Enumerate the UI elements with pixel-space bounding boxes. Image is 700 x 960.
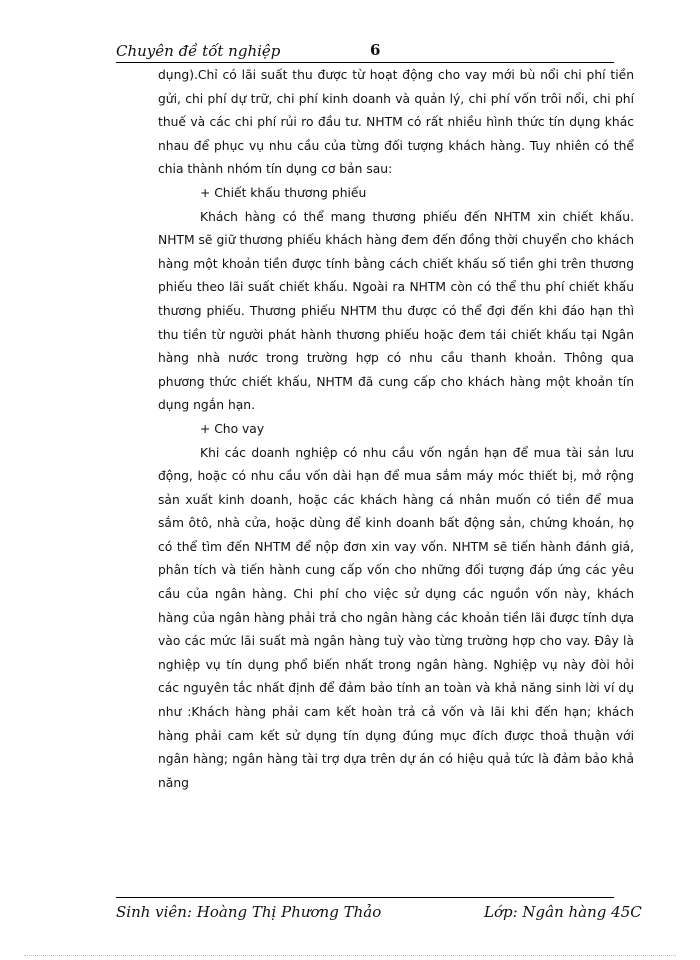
section-heading-loan: + Cho vay [200, 421, 265, 436]
page-number: 6 [370, 41, 381, 59]
footer-student: Sinh viên: Hoàng Thị Phương Thảo [116, 903, 382, 921]
paragraph-loan: Khi các doanh nghiệp có nhu cầu vốn ngắn hạn để mua tài sản lưu động, hoặc có nhu cầu vốn dài hạn để mua sắm máy móc thiết bị, mở rộng sản xuất kinh doanh, hoặc các khách hàng cá nhân muốn có tiền để mua sắm ôtô, nhà cửa, hoặc dùng để kinh doanh bất động sản, chứng khoán, họ có thể tìm đến NHTM để nộp đơn xin vay vốn. NHTM sẽ tiến hành đánh giá, phân tích và tiến hành cung cấp vốn cho những đối tượng đáp ứng các yêu cầu của ngân hàng. Chi phí cho việc sử dụng các nguồn vốn này, khách hàng của ngân hàng phải trả cho ngân hàng các khoản tiền lãi được tính dựa vào các mức lãi suất mà ngân hàng tuỳ vào từng trường hợp cho vay. Đây là nghiệp vụ tín dụng phổ biến nhất trong ngân hàng. Nghiệp vụ này đòi hỏi các nguyên tắc nhất định để đảm bảo tính an toàn và khả năng sinh lời ví dụ như :Khách hàng phải cam kết hoàn trả cả vốn và lãi khi đến hạn; khách hàng phải cam kết sử dụng tín dụng đúng mục đích được thoả thuận với ngân hàng; ngân hàng tài trợ dựa trên dự án có hiệu quả tức là đảm bảo khả năng [158, 445, 634, 790]
body-text [158, 64, 634, 795]
footer-divider [116, 897, 614, 898]
paragraph-intro: dụng).Chỉ có lãi suất thu được từ hoạt động cho vay mới bù nổi chi phí tiền gửi, chi phí dự trữ, chi phí kinh doanh và quản lý, chi phí vốn trôi nổi, chi phí thuế và các chi phí rủi ro đầu tư. NHTM có rất nhiều hình thức tín dụng khác nhau để phục vụ nhu cầu của từng đối tượng khách hàng. Tuy nhiên có thể chia thành nhóm tín dụng cơ bản sau: [158, 68, 634, 177]
section-heading-discount: + Chiết khấu thương phiếu [200, 185, 367, 200]
page-header [116, 42, 616, 64]
page-edge-divider [24, 955, 676, 956]
paragraph-discount: Khách hàng có thể mang thương phiếu đến NHTM xin chiết khấu. NHTM sẽ giữ thương phiếu khách hàng đem đến đồng thời chuyển cho khách hàng một khoản tiền được tính bằng cách chiết khấu số tiền ghi trên thương phiếu theo lãi suất chiết khấu. Ngoài ra NHTM còn có thể thu phí chiết khấu thương phiếu. Thương phiếu NHTM thu được có thể đợi đến khi đáo hạn thì thu tiền từ người phát hành thương phiếu hoặc đem tái chiết khấu tại Ngân hàng nhà nước trong trường hợp có nhu cầu thanh khoản. Thông qua phương thức chiết khấu, NHTM đã cung cấp cho khách hàng một khoản tín dụng ngắn hạn. [158, 209, 634, 413]
footer-class: Lớp: Ngân hàng 45C [484, 903, 642, 921]
header-title: Chuyên đề tốt nghiệp [116, 42, 281, 60]
header-divider [116, 62, 614, 63]
